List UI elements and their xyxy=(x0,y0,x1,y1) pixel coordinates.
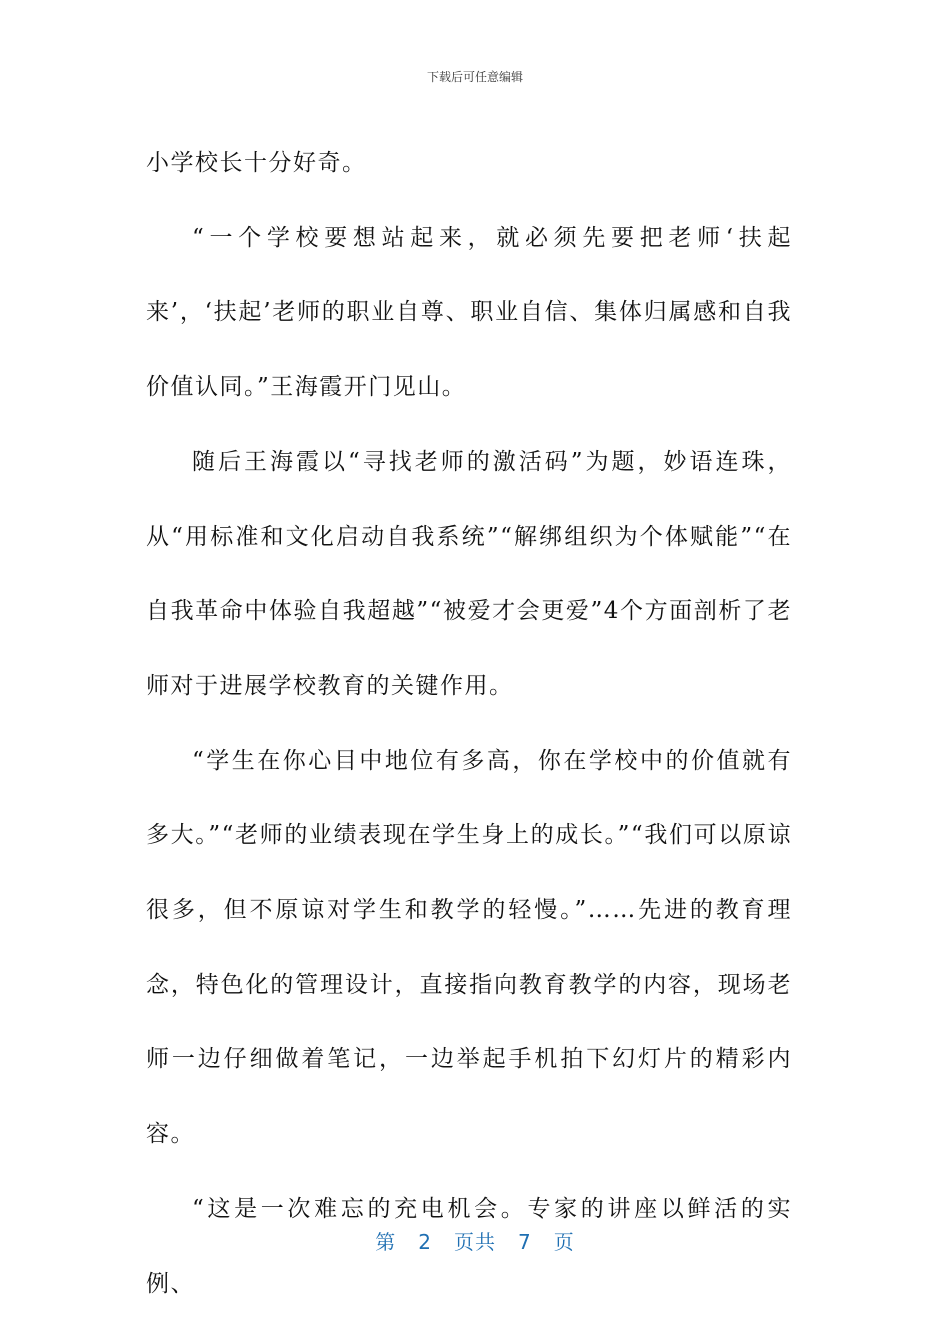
footer-suffix: 页 xyxy=(553,1230,575,1254)
footer-prefix: 第 xyxy=(375,1230,397,1254)
paragraph-2: “一个学校要想站起来，就必须先要把老师‘扶起来’，‘扶起’老师的职业自尊、职业自信、集体归属感和自我价值认同。”王海霞开门见山。 xyxy=(146,224,792,401)
footer-page-number: 2 xyxy=(418,1230,432,1254)
paragraph-4: “学生在你心目中地位有多高，你在学校中的价值就有多大。”“老师的业绩表现在学生身上的成长。”“我们可以原谅很多，但不原谅对学生和教学的轻慢。”……先进的教育理念，特色化的管理设计，直接指向教育教学的内容，现场老师一边仔细做着笔记，一边举起手机拍下幻灯片的精彩内容。 xyxy=(146,747,792,1148)
body-text xyxy=(146,126,792,1321)
paragraph-3: 随后王海霞以“寻找老师的激活码”为题，妙语连珠，从“用标准和文化启动自我系统”“解绑组织为个体赋能”“在自我革命中体验自我超越”“被爱才会更爱”4个方面剖析了老师对于进展学校教育的关键作用。 xyxy=(146,448,792,699)
paragraph-1: 小学校长十分好奇。 xyxy=(146,150,367,176)
footer-middle: 页共 xyxy=(454,1230,496,1254)
page-footer xyxy=(0,1226,950,1255)
footer-total-pages: 7 xyxy=(518,1230,532,1254)
paragraph-5: “这是一次难忘的充电机会。专家的讲座以鲜活的实例、 xyxy=(146,1195,792,1297)
page-header: 下载后可任意编辑 xyxy=(426,70,523,84)
